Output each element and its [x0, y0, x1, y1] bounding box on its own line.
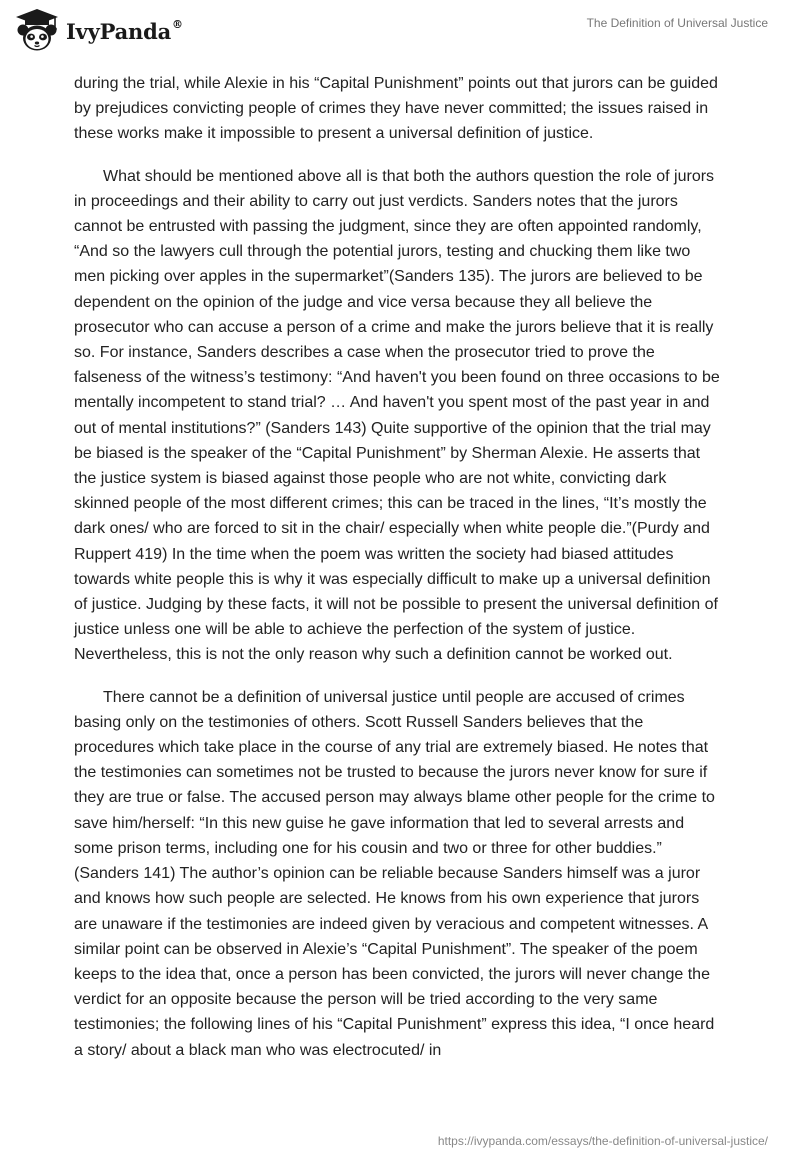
essay-body — [74, 71, 724, 1080]
document-title: The Definition of Universal Justice — [586, 16, 768, 30]
brand-name: IvyPanda® — [66, 17, 183, 44]
panda-graduate-icon — [14, 8, 60, 52]
paragraph: What should be mentioned above all is that both the authors question the role of jurors in proceedings and their ability to carry out just verdicts. Sanders notes that the jurors cannot be entrusted with passing the judgment, since they are often appointed randomly, “And so the lawyers cull through the potential jurors, testing and chucking them like two men picking over apples in the supermarket”(Sanders 135). The jurors are believed to be dependent on the opinion of the judge and vice versa because they all believe the prosecutor who can accuse a person of a crime and make the jurors believe that it is really so. For instance, Sanders describes a case when the prosecutor tried to prove the falseness of the witness’s testimony: “And haven't you been found on three occasions to be mentally incompetent to stand trial? … And haven't you spent most of the past year in and out of mental institutions?” (Sanders 143) Quite supportive of the opinion that the trial may be biased is the speaker of the “Capital Punishment” by Sherman Alexie. He asserts that the justice system is biased against those people who are not white, convicting dark skinned people of the most different crimes; this can be traced in the lines, “It’s mostly the dark ones/ who are forced to sit in the chair/ especially when white people die.”(Purdy and Ruppert 419) In the time when the poem was written the society had biased attitudes towards white people this is why it was especially difficult to make up a universal definition of justice. Judging by these facts, it will not be possible to present the universal definition of justice unless one will be able to achieve the perfection of the system of justice. Nevertheless, this is not the only reason why such a definition cannot be worked out. — [74, 167, 720, 664]
paragraph: during the trial, while Alexie in his “Capital Punishment” points out that jurors can be guided by prejudices convicting people of crimes they have never committed; the issues raised in these works make it impossible to present a universal definition of justice. — [74, 75, 718, 143]
ivypanda-logo[interactable] — [14, 8, 183, 52]
page-header — [0, 0, 800, 60]
paragraph: There cannot be a definition of universal justice until people are accused of crimes basing only on the testimonies of others. Scott Russell Sanders believes that the procedures which take place in the course of any trial are extremely biased. He notes that the testimonies can sometimes not be trusted to because the jurors never know for sure if they are true or false. The accused person may always blame other people for the crime to save him/herself: “In this new guise he gave information that led to several arrests and some prison terms, including one for his cousin and two or three for other buddies.” (Sanders 141) The author’s opinion can be reliable because Sanders himself was a juror and knows how such people are selected. He knows from his own experience that jurors are unaware if the testimonies are indeed given by veracious and competent witnesses. A similar point can be observed in Alexie’s “Capital Punishment”. The speaker of the poem keeps to the idea that, once a person has been convicted, the jurors will never change the verdict for an opposite because the person will be tried according to the very same testimonies; the following lines of his “Capital Punishment” express this idea, “I once heard a story/ about a black man who was electrocuted/ in — [74, 688, 715, 1059]
source-url[interactable]: https://ivypanda.com/essays/the-definition-of-universal-justice/ — [437, 1134, 768, 1148]
